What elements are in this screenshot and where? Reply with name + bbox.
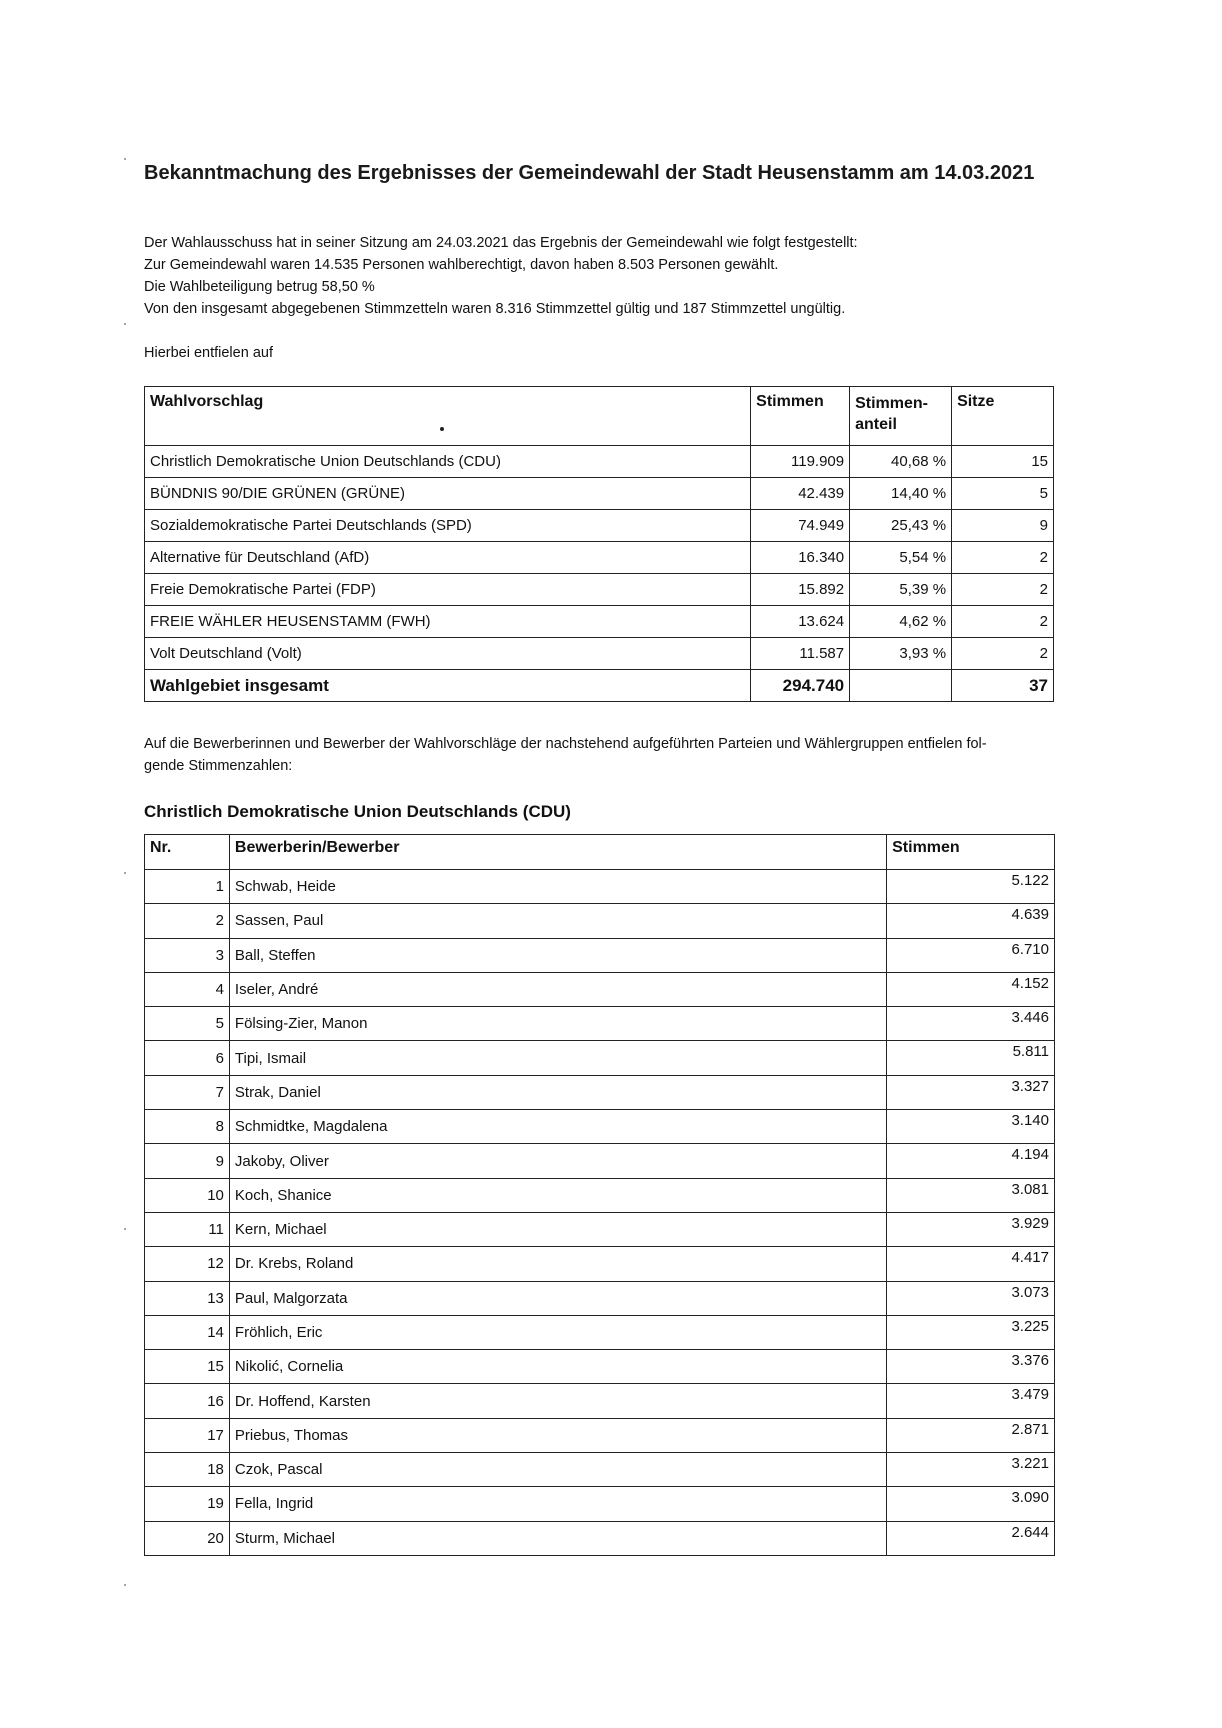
candidate-row <box>145 1418 1055 1452</box>
candidate-votes: 3.073 <box>887 1281 1055 1315</box>
candidate-name: Nikolić, Cornelia <box>229 1350 886 1384</box>
candidate-votes: 3.929 <box>887 1212 1055 1246</box>
candidate-name: Jakoby, Oliver <box>229 1144 886 1178</box>
candidate-votes: 3.225 <box>887 1315 1055 1349</box>
candidate-votes: 3.090 <box>887 1487 1055 1521</box>
candidate-name: Dr. Hoffend, Karsten <box>229 1384 886 1418</box>
party-seats: 2 <box>952 574 1054 606</box>
candidate-row <box>145 904 1055 938</box>
candidate-nr: 19 <box>145 1487 230 1521</box>
candidate-row <box>145 1075 1055 1109</box>
party-name: Christlich Demokratische Union Deutschlands (CDU) <box>145 446 751 478</box>
candidate-name: Sturm, Michael <box>229 1521 886 1555</box>
candidate-nr: 3 <box>145 938 230 972</box>
candidate-nr: 9 <box>145 1144 230 1178</box>
candidate-name: Tipi, Ismail <box>229 1041 886 1075</box>
candidate-row <box>145 1453 1055 1487</box>
candidates-intro-line: gende Stimmenzahlen: <box>144 758 293 774</box>
intro-line: Zur Gemeindewahl waren 14.535 Personen wahlberechtigt, davon haben 8.503 Personen gewählt. <box>144 257 779 273</box>
candidate-row <box>145 1110 1055 1144</box>
party-seats: 2 <box>952 606 1054 638</box>
header-wahlvorschlag: Wahlvorschlag <box>145 387 751 446</box>
results-table <box>144 386 1054 702</box>
candidate-nr: 18 <box>145 1453 230 1487</box>
candidate-row <box>145 972 1055 1006</box>
party-votes: 11.587 <box>751 638 850 670</box>
candidate-votes: 4.194 <box>887 1144 1055 1178</box>
candidates-intro-text <box>144 733 1064 777</box>
candidates-header-row <box>145 835 1055 870</box>
party-name: Alternative für Deutschland (AfD) <box>145 542 751 574</box>
candidate-name: Sassen, Paul <box>229 904 886 938</box>
candidate-row <box>145 1521 1055 1555</box>
candidate-nr: 17 <box>145 1418 230 1452</box>
candidate-nr: 2 <box>145 904 230 938</box>
candidate-name: Schwab, Heide <box>229 870 886 904</box>
results-row <box>145 446 1054 478</box>
scan-speck <box>124 323 126 325</box>
party-name: BÜNDNIS 90/DIE GRÜNEN (GRÜNE) <box>145 478 751 510</box>
candidate-row <box>145 1384 1055 1418</box>
results-total-row <box>145 670 1054 702</box>
total-label: Wahlgebiet insgesamt <box>145 670 751 702</box>
candidate-votes: 3.327 <box>887 1075 1055 1109</box>
candidate-name: Schmidtke, Magdalena <box>229 1110 886 1144</box>
party-share: 5,54 % <box>850 542 952 574</box>
intro-line: Der Wahlausschuss hat in seiner Sitzung am 24.03.2021 das Ergebnis der Gemeindewahl wie folgt festgestellt: <box>144 235 858 251</box>
candidate-votes: 4.417 <box>887 1247 1055 1281</box>
header-nr: Nr. <box>145 835 230 870</box>
candidate-votes: 3.446 <box>887 1007 1055 1041</box>
intro-line: Die Wahlbeteiligung betrug 58,50 % <box>144 279 375 295</box>
party-share: 3,93 % <box>850 638 952 670</box>
candidate-row <box>145 1281 1055 1315</box>
candidate-name: Paul, Malgorzata <box>229 1281 886 1315</box>
candidate-row <box>145 938 1055 972</box>
party-seats: 9 <box>952 510 1054 542</box>
results-row <box>145 510 1054 542</box>
candidate-nr: 7 <box>145 1075 230 1109</box>
candidate-votes: 2.644 <box>887 1521 1055 1555</box>
results-header-row <box>145 387 1054 446</box>
candidate-votes: 3.479 <box>887 1384 1055 1418</box>
party-votes: 74.949 <box>751 510 850 542</box>
section-title: Christlich Demokratische Union Deutschlands (CDU) <box>144 802 571 821</box>
candidate-votes: 3.140 <box>887 1110 1055 1144</box>
candidate-name: Ball, Steffen <box>229 938 886 972</box>
intro-line: Von den insgesamt abgegebenen Stimmzetteln waren 8.316 Stimmzettel gültig und 187 Stimmzettel ungültig. <box>144 301 846 317</box>
candidate-name: Fella, Ingrid <box>229 1487 886 1521</box>
candidate-name: Kern, Michael <box>229 1212 886 1246</box>
candidate-nr: 6 <box>145 1041 230 1075</box>
party-share: 40,68 % <box>850 446 952 478</box>
hierbei-text: Hierbei entfielen auf <box>144 345 273 361</box>
header-sitze: Sitze <box>952 387 1054 446</box>
candidate-votes: 2.871 <box>887 1418 1055 1452</box>
candidate-nr: 13 <box>145 1281 230 1315</box>
candidate-votes: 4.152 <box>887 972 1055 1006</box>
party-votes: 15.892 <box>751 574 850 606</box>
scan-speck <box>124 1584 126 1586</box>
candidate-votes: 3.081 <box>887 1178 1055 1212</box>
candidate-nr: 1 <box>145 870 230 904</box>
party-share: 5,39 % <box>850 574 952 606</box>
candidate-nr: 14 <box>145 1315 230 1349</box>
party-votes: 42.439 <box>751 478 850 510</box>
party-name: Sozialdemokratische Partei Deutschlands (SPD) <box>145 510 751 542</box>
candidate-votes: 5.122 <box>887 870 1055 904</box>
candidate-nr: 4 <box>145 972 230 1006</box>
candidate-name: Iseler, André <box>229 972 886 1006</box>
results-row <box>145 638 1054 670</box>
candidates-table <box>144 834 1055 1556</box>
header-stimmenanteil <box>850 387 952 446</box>
party-seats: 5 <box>952 478 1054 510</box>
candidate-row <box>145 1178 1055 1212</box>
candidate-row <box>145 1041 1055 1075</box>
party-votes: 16.340 <box>751 542 850 574</box>
party-share: 4,62 % <box>850 606 952 638</box>
party-name: Volt Deutschland (Volt) <box>145 638 751 670</box>
header-stimmenanteil-label: Stimmen- anteil <box>855 395 929 433</box>
candidate-name: Dr. Krebs, Roland <box>229 1247 886 1281</box>
header-stimmen: Stimmen <box>887 835 1055 870</box>
candidate-votes: 4.639 <box>887 904 1055 938</box>
party-share: 25,43 % <box>850 510 952 542</box>
candidate-name: Fröhlich, Eric <box>229 1315 886 1349</box>
candidate-votes: 6.710 <box>887 938 1055 972</box>
results-row <box>145 574 1054 606</box>
candidate-name: Fölsing-Zier, Manon <box>229 1007 886 1041</box>
party-name: FREIE WÄHLER HEUSENSTAMM (FWH) <box>145 606 751 638</box>
scan-speck <box>124 1228 126 1230</box>
results-row <box>145 606 1054 638</box>
candidate-nr: 16 <box>145 1384 230 1418</box>
total-votes: 294.740 <box>751 670 850 702</box>
candidate-votes: 5.811 <box>887 1041 1055 1075</box>
results-row <box>145 478 1054 510</box>
candidate-row <box>145 1487 1055 1521</box>
header-stimmen: Stimmen <box>751 387 850 446</box>
candidates-intro-line: Auf die Bewerberinnen und Bewerber der Wahlvorschläge der nachstehend aufgeführten Parteien und Wählergruppen entfielen fol- <box>144 736 987 752</box>
candidate-row <box>145 1350 1055 1384</box>
party-seats: 2 <box>952 542 1054 574</box>
page-title: Bekanntmachung des Ergebnisses der Gemeindewahl der Stadt Heusenstamm am 14.03.2021 <box>144 162 1035 184</box>
results-row <box>145 542 1054 574</box>
candidate-name: Priebus, Thomas <box>229 1418 886 1452</box>
intro-text <box>144 232 1074 320</box>
total-share <box>850 670 952 702</box>
party-name: Freie Demokratische Partei (FDP) <box>145 574 751 606</box>
candidate-nr: 11 <box>145 1212 230 1246</box>
header-bewerber: Bewerberin/Bewerber <box>229 835 886 870</box>
party-votes: 13.624 <box>751 606 850 638</box>
scan-speck <box>124 872 126 874</box>
candidate-nr: 20 <box>145 1521 230 1555</box>
candidate-nr: 12 <box>145 1247 230 1281</box>
candidate-name: Koch, Shanice <box>229 1178 886 1212</box>
party-share: 14,40 % <box>850 478 952 510</box>
candidate-votes: 3.376 <box>887 1350 1055 1384</box>
candidate-nr: 10 <box>145 1178 230 1212</box>
candidate-row <box>145 1212 1055 1246</box>
candidate-row <box>145 1007 1055 1041</box>
candidate-row <box>145 1247 1055 1281</box>
candidate-nr: 8 <box>145 1110 230 1144</box>
scan-speck <box>124 158 126 160</box>
candidate-row <box>145 870 1055 904</box>
candidate-name: Czok, Pascal <box>229 1453 886 1487</box>
candidate-votes: 3.221 <box>887 1453 1055 1487</box>
party-seats: 15 <box>952 446 1054 478</box>
candidate-name: Strak, Daniel <box>229 1075 886 1109</box>
party-seats: 2 <box>952 638 1054 670</box>
candidate-nr: 5 <box>145 1007 230 1041</box>
total-seats: 37 <box>952 670 1054 702</box>
candidate-row <box>145 1315 1055 1349</box>
candidate-nr: 15 <box>145 1350 230 1384</box>
candidate-row <box>145 1144 1055 1178</box>
party-votes: 119.909 <box>751 446 850 478</box>
